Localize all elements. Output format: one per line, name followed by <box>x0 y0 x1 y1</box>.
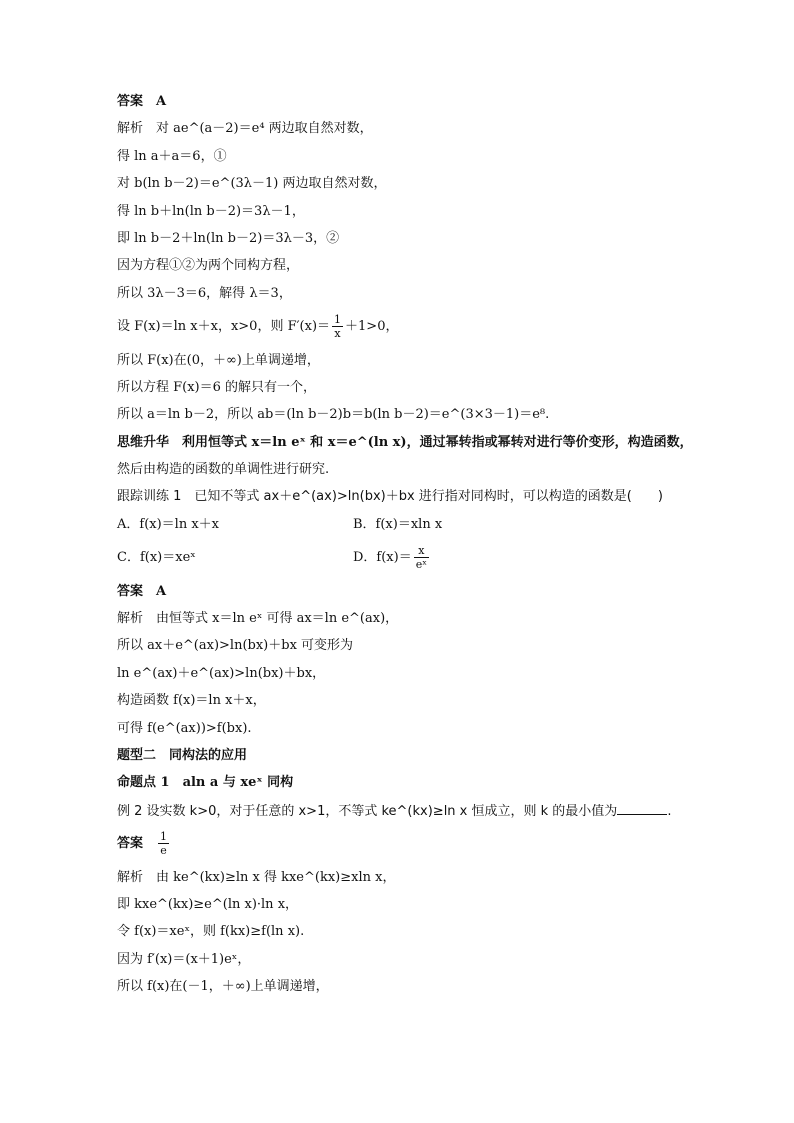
example-2-end: . <box>667 803 672 819</box>
option-a: A．f(x)＝ln x＋x <box>117 516 220 532</box>
example-2-text: 例 2 设实数 k>0，对于任意的 x>1，不等式 ke^(kx)≥ln x 恒成立，则 k 的最小值为 <box>117 803 618 819</box>
text-line: 所以 ax＋e^(ax)>ln(bx)＋bx 可变形为 <box>117 638 354 654</box>
solution-block-4 <box>117 869 697 997</box>
text-line: 然后由构造的函数的单调性进行研究. <box>117 462 330 478</box>
text-line: 解析 由恒等式 x＝ln eˣ 可得 ax＝ln e^(ax)， <box>117 611 399 627</box>
fraction-denominator: eˣ <box>415 558 427 572</box>
text-line: 因为 f′(x)＝(x＋1)eˣ， <box>117 951 251 967</box>
solution-block-1 <box>117 93 697 303</box>
text-line: 题型二 同构法的应用 <box>117 747 248 763</box>
text-line: 答案 A <box>117 583 167 599</box>
text-line: 答案 A <box>117 94 167 109</box>
option-d <box>353 543 431 573</box>
fraction-denominator: e <box>160 844 167 858</box>
options-row-1 <box>117 516 697 534</box>
fraction <box>332 313 343 340</box>
derivative-line <box>117 312 697 342</box>
answer-label: 答案 <box>117 836 144 852</box>
text-line: 令 f(x)＝xeˣ，则 f(kx)≥f(ln x). <box>117 924 305 940</box>
text-line: 得 ln a＋a＝6，① <box>117 148 227 164</box>
text-line: 解析 对 ae^(a－2)＝e⁴ 两边取自然对数， <box>117 121 373 137</box>
solution-block-3 <box>117 583 697 793</box>
derivative-suffix: ＋1>0， <box>345 319 399 335</box>
text-line: 所以 F(x)在(0，＋∞)上单调递增， <box>117 352 320 368</box>
text-line: 所以 a＝ln b－2，所以 ab＝(ln b－2)b＝b(ln b－2)＝e^(3×3－1)＝e⁸. <box>117 407 550 423</box>
text-line: 跟踪训练 1 已知不等式 ax＋e^(ax)>ln(bx)＋bx 进行指对同构时，可以构造的函数是( ) <box>117 489 663 505</box>
text-line: 解析 由 ke^(kx)≥ln x 得 kxe^(kx)≥xln x， <box>117 869 396 885</box>
document-page <box>117 93 697 1006</box>
fraction-numerator: x <box>414 544 429 558</box>
text-line: 即 kxe^(kx)≥e^(ln x)·ln x， <box>117 896 299 912</box>
text-line: 所以 f(x)在(－1，＋∞)上单调递增， <box>117 979 329 995</box>
solution-block-2 <box>117 352 697 507</box>
fraction <box>414 544 429 571</box>
fraction <box>158 830 169 857</box>
option-d-prefix: D．f(x)＝ <box>353 550 412 566</box>
answer-2 <box>117 829 697 859</box>
text-line: 可得 f(e^(ax))>f(bx). <box>117 720 252 736</box>
example-2 <box>117 802 697 820</box>
text-line: 即 ln b－2＋ln(ln b－2)＝3λ－3，② <box>117 230 340 246</box>
text-line: 思维升华 利用恒等式 x＝ln eˣ 和 x＝e^(ln x)，通过幂转指或幂转对进行等价变形，构造函数， <box>117 434 693 450</box>
fraction-numerator: 1 <box>334 313 342 327</box>
text-line: 所以 3λ－3＝6，解得 λ＝3， <box>117 285 292 301</box>
fraction-numerator: 1 <box>160 830 168 844</box>
options-row-2 <box>117 543 697 573</box>
derivative-text: 设 F(x)＝ln x＋x，x>0，则 F′(x)＝ <box>117 319 331 335</box>
text-line: 得 ln b＋ln(ln b－2)＝3λ－1， <box>117 203 305 219</box>
answer-blank <box>617 802 667 815</box>
option-c: C．f(x)＝xeˣ <box>117 550 196 566</box>
fraction-denominator: x <box>334 327 341 341</box>
option-b: B．f(x)＝xln x <box>353 516 443 532</box>
text-line: 构造函数 f(x)＝ln x＋x， <box>117 693 266 709</box>
text-line: 因为方程①②为两个同构方程， <box>117 258 300 274</box>
text-line: 所以方程 F(x)＝6 的解只有一个， <box>117 379 317 395</box>
text-line: 对 b(ln b－2)＝e^(3λ－1) 两边取自然对数， <box>117 176 387 192</box>
text-line: 命题点 1 aln a 与 xeˣ 同构 <box>117 775 294 791</box>
text-line: ln e^(ax)＋e^(ax)>ln(bx)＋bx， <box>117 665 326 681</box>
